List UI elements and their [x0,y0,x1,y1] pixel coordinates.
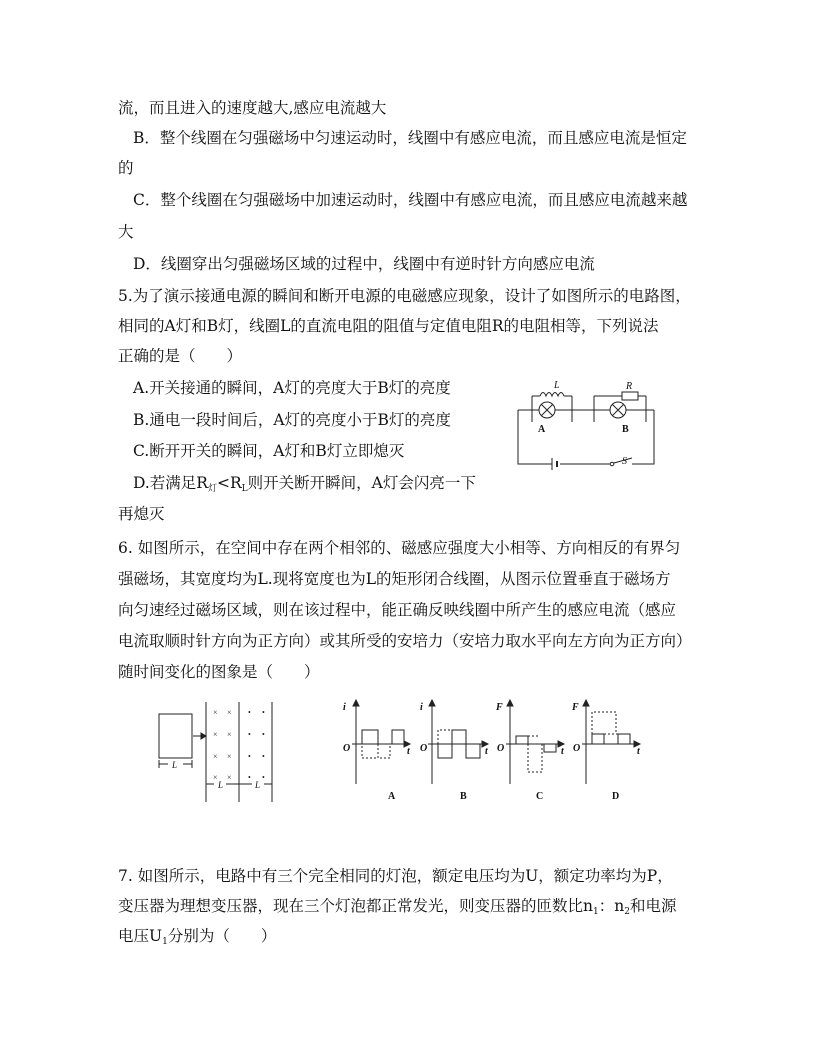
circuit-label-S: S [622,456,627,467]
graph-d-origin: O [573,743,581,754]
graph-a-origin: O [343,743,351,754]
q6-stem-line-5: 随时间变化的图象是（ ） [118,663,320,681]
graph-c-y-label: F [496,702,503,713]
q7-stem-line-3: 电压$U_1$分别为（ ） [118,927,277,947]
q5-option-c: C.断开开关的瞬间，A灯和B灯立即熄灭 [133,442,405,460]
field-label-coil-width: L [172,760,178,770]
dot-mark: • [248,752,251,761]
q4-option-c-continuation: 大 [118,223,134,241]
dot-mark: • [262,708,265,717]
graph-c-x-label: t [561,746,564,757]
cross-mark: × [227,730,232,739]
q6-graph-d [570,698,644,804]
dot-mark: • [248,708,251,717]
q4-option-c: C．整个线圈在匀强磁场中加速运动时，线圈中有感应电流，而且感应电流越来越 [133,191,688,209]
q7-stem-line-1: 7. 如图所示，电路中有三个完全相同的灯泡，额定电压均为U，额定功率均为P， [118,867,673,885]
graph-b-x-label: t [485,746,488,757]
q5-option-a: A.开关接通的瞬间，A灯的亮度大于B灯的亮度 [133,379,451,397]
circuit-label-B: B [622,424,629,435]
cross-mark: × [213,730,218,739]
q6-stem-line-1: 6. 如图所示，在空间中存在两个相邻的、磁感应强度大小相等、方向相反的有界匀 [118,539,681,557]
q4-option-b: B．整个线圈在匀强磁场中匀速运动时，线圈中有感应电流，而且感应电流是恒定 [133,129,687,147]
cross-mark: × [213,708,218,717]
cross-mark: × [213,752,218,761]
q6-stem-line-4: 电流取顺时针方向为正方向）或其所受的安培力（安培力取水平向左方向为正方向） [118,632,692,650]
q5-stem-line-1: 5.为了演示接通电源的瞬间和断开电源的电磁感应现象，设计了如图所示的电路图， [118,287,691,305]
field-label-width-1: L [218,780,224,790]
graph-a-option-label: A [388,791,396,802]
dot-mark: • [262,773,265,782]
q4-option-b-continuation: 的 [118,159,134,177]
field-label-width-2: L [255,780,261,790]
dot-mark: • [248,730,251,739]
dot-mark: • [262,730,265,739]
cross-mark: × [227,752,232,761]
q5-stem-line-3: 正确的是（ ） [118,347,243,365]
q7-stem-line-2: 变压器为理想变压器，现在三个灯泡都正常发光，则变压器的匝数比$n_1$：$n_2$和电源 [118,897,677,917]
dot-mark: • [262,752,265,761]
graph-d-option-label: D [612,791,620,802]
circuit-label-A: A [538,424,546,435]
q6-field-figure [156,700,280,806]
graph-a-x-label: t [407,746,410,757]
q5-option-b: B.通电一段时间后，A灯的亮度小于B灯的亮度 [133,411,451,429]
graph-d-y-label: F [572,702,579,713]
q4-option-a-continuation: 流，而且进入的速度越大,感应电流越大 [118,99,387,117]
q6-graph-b [418,698,492,804]
q4-option-d: D．线圈穿出匀强磁场区域的过程中，线圈中有逆时针方向感应电流 [133,255,595,273]
q5-option-d-continuation: 再熄灭 [118,505,165,523]
q5-circuit-diagram [510,380,660,470]
cross-mark: × [227,773,232,782]
q5-stem-line-2: 相同的A灯和B灯，线圈L的直流电阻的阻值与定值电阻R的电阻相等，下列说法 [118,317,659,335]
graph-b-option-label: B [460,791,467,802]
graph-c-option-label: C [536,791,544,802]
graph-b-y-label: i [420,702,423,713]
q6-graph-c [494,698,568,804]
dot-mark: • [248,773,251,782]
graph-b-origin: O [420,743,428,754]
graph-a-y-label: i [343,702,346,713]
graph-d-x-label: t [637,746,640,757]
q6-stem-line-3: 向匀速经过磁场区域，则在该过程中，能正确反映线圈中所产生的感应电流（感应 [118,601,677,619]
cross-mark: × [213,773,218,782]
q5-option-d: D.若满足$R_灯<R_L$则开关断开瞬间，A灯会闪亮一下 [133,474,476,494]
q6-graph-a [340,698,414,804]
circuit-label-R: R [626,381,633,392]
graph-c-origin: O [497,743,505,754]
q6-stem-line-2: 强磁场，其宽度均为L.现将宽度也为L的矩形闭合线圈，从图示位置垂直于磁场方 [118,570,671,588]
cross-mark: × [227,708,232,717]
circuit-label-L: L [554,380,560,391]
